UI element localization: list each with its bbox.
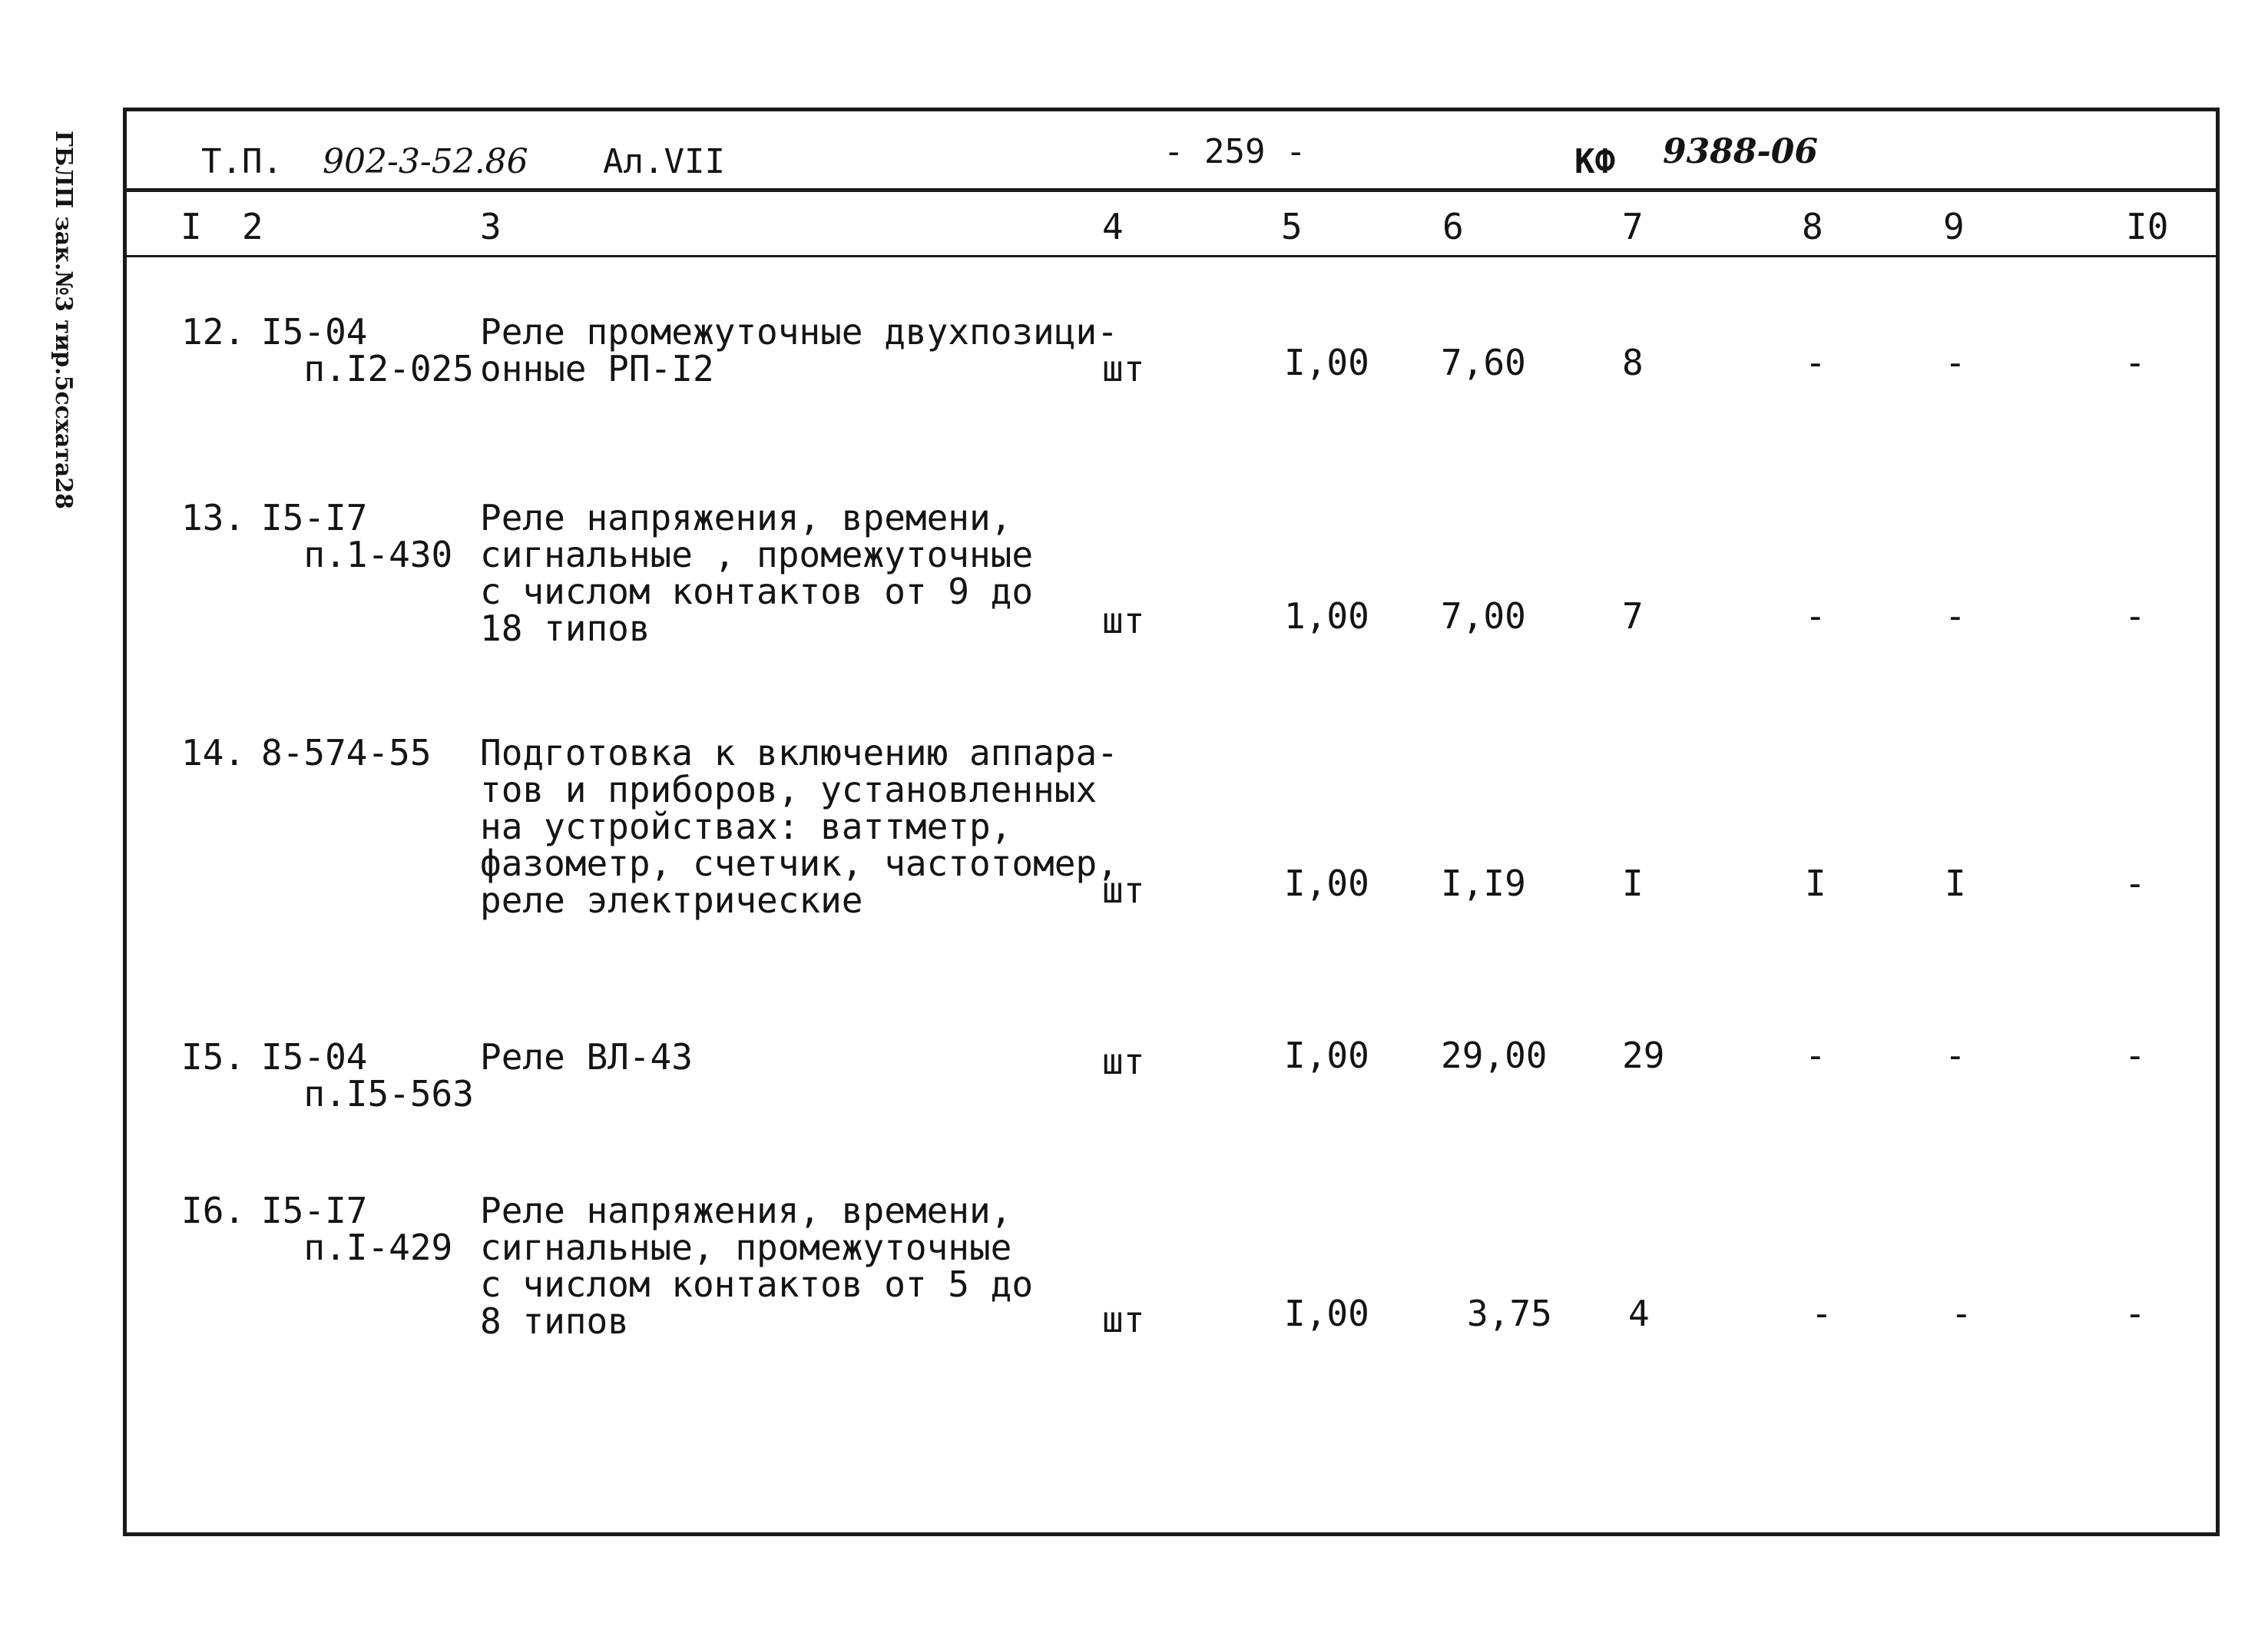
row-col7: 8: [1622, 342, 1644, 383]
row-col6: I,I9: [1441, 863, 1526, 904]
row-description: Реле ВЛ-43: [480, 1036, 693, 1078]
row-number: I6.: [181, 1190, 246, 1231]
row-col8: -: [1805, 595, 1826, 637]
column-number-4: 4: [1102, 206, 1124, 247]
row-col10: -: [2124, 595, 2146, 637]
row-unit: шт: [1102, 869, 1145, 911]
row-reference: I5-I7 п.1-430: [261, 497, 453, 575]
column-number-8: 8: [1802, 206, 1823, 247]
row-col6: 3,75: [1467, 1293, 1552, 1334]
column-number-9: 9: [1943, 206, 1965, 247]
tp-number: 902-3-52.86: [323, 142, 528, 181]
row-col5: I,00: [1284, 863, 1369, 904]
row-col7: 29: [1622, 1035, 1665, 1076]
row-col9: -: [1945, 1035, 1966, 1076]
page-number: - 259 -: [1164, 132, 1306, 171]
row-col10: -: [2124, 342, 2146, 383]
row-col9: I: [1945, 863, 1966, 904]
row-unit: шт: [1102, 600, 1145, 641]
row-number: 12.: [181, 311, 246, 353]
row-col8: -: [1811, 1293, 1833, 1334]
row-description: Реле напряжения, времени, сигнальные , промежуточные с числом контактов от 9 до 18 типов: [480, 497, 1034, 649]
row-unit: шт: [1102, 1299, 1145, 1340]
row-unit: шт: [1102, 1041, 1145, 1082]
row-col5: I,00: [1284, 1293, 1369, 1334]
row-col9: -: [1945, 595, 1966, 637]
column-header-divider: [127, 255, 2216, 257]
side-stamp: [46, 131, 108, 515]
row-col10: -: [2124, 1293, 2146, 1334]
row-col7: I: [1622, 863, 1644, 904]
row-col7: 4: [1628, 1293, 1650, 1334]
row-reference: I5-04 п.I2-025: [261, 311, 474, 389]
row-number: 13.: [181, 497, 246, 538]
row-col5: 1,00: [1284, 595, 1369, 637]
tp-label: Т.П.: [201, 142, 283, 181]
code-prefix: КФ: [1574, 142, 1615, 181]
row-number: I5.: [181, 1036, 246, 1078]
row-col10: -: [2124, 1035, 2146, 1076]
column-number-3: 3: [480, 206, 502, 247]
row-col6: 29,00: [1441, 1035, 1548, 1076]
row-col7: 7: [1622, 595, 1644, 637]
row-col6: 7,60: [1441, 342, 1526, 383]
row-number: 14.: [181, 732, 246, 773]
row-col8: -: [1805, 342, 1826, 383]
row-reference: 8-574-55: [261, 732, 432, 773]
row-col8: I: [1805, 863, 1826, 904]
column-number-5: 5: [1281, 206, 1303, 247]
album-label: Ал.VII: [603, 142, 725, 181]
row-col9: -: [1945, 342, 1966, 383]
column-number-2: 2: [242, 206, 263, 247]
column-number-6: 6: [1442, 206, 1464, 247]
column-number-7: 7: [1622, 206, 1644, 247]
row-description: Подготовка к включению аппара- тов и приборов, установленных на устройствах: ваттметр, фазометр, счетчик, частотомер, реле электрические: [480, 732, 1118, 921]
column-number-10: I0: [2126, 206, 2169, 247]
column-number-1: I: [180, 206, 202, 247]
row-reference: I5-I7 п.I-429: [261, 1190, 453, 1268]
row-description: Реле напряжения, времени, сигнальные, промежуточные с числом контактов от 5 до 8 типов: [480, 1190, 1034, 1342]
side-stamp-text: ГБЛП зак.№3 тир.5ссхата28: [50, 131, 77, 510]
header-divider: [123, 188, 2220, 192]
document-code: 9388-06: [1663, 132, 1818, 171]
row-col6: 7,00: [1441, 595, 1526, 637]
row-col8: -: [1805, 1035, 1826, 1076]
row-reference: I5-04 п.I5-563: [261, 1036, 474, 1115]
row-col9: -: [1951, 1293, 1972, 1334]
row-col10: -: [2124, 863, 2146, 904]
row-col5: I,00: [1284, 1035, 1369, 1076]
row-unit: шт: [1102, 348, 1145, 389]
row-description: Реле промежуточные двухпозици- онные РП-I2: [480, 311, 1118, 389]
row-col5: I,00: [1284, 342, 1369, 383]
